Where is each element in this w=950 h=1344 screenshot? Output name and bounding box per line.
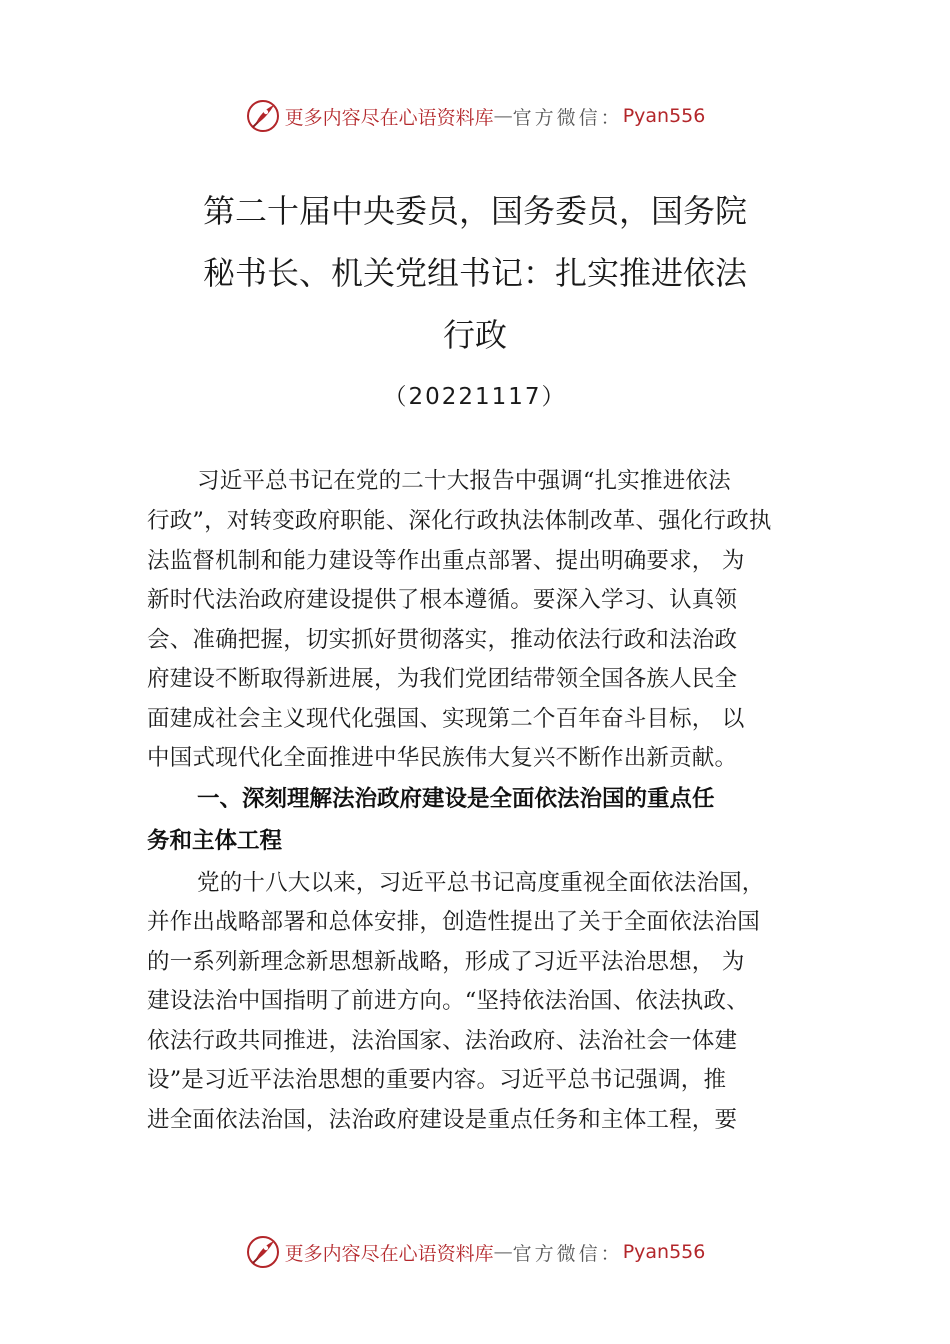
watermark-banner-bottom [0,1232,950,1272]
paragraph-line: 行政”，对转变政府职能、深化行政执法体制改革、强化行政执 [147,508,772,534]
document-title [150,180,800,366]
paragraph-line: 习近平总书记在党的二十大报告中强调“扎实推进依法 [197,468,731,494]
paragraph-line: 党的十八大以来，习近平总书记高度重视全面依法治国， [197,870,765,896]
quill-logo-icon [245,98,281,134]
paragraph-line: 建设法治中国指明了前进方向。“坚持依法治国、依法执政、 [147,988,749,1014]
watermark-prefix: 更多内容尽在心语资料库 [284,1242,494,1265]
watermark-label: 官方微信： [512,106,623,129]
paragraph-line: 进全面依法治国，法治政府建设是重点任务和主体工程，要 [147,1107,738,1133]
watermark-banner-top [0,96,950,136]
document-date: （20221117） [383,384,567,410]
watermark-account: Pyan556 [622,105,706,127]
paragraph-line: 中国式现代化全面推进中华民族伟大复兴不断作出新贡献。 [147,745,738,771]
watermark-prefix: 更多内容尽在心语资料库 [284,106,494,129]
watermark-account: Pyan556 [622,1241,706,1263]
watermark-separator: — [493,105,513,127]
paragraph-line: 设”是习近平法治思想的重要内容。习近平总书记强调，推 [147,1067,727,1093]
quill-logo-icon [245,1234,281,1270]
heading-line: 一、深刻理解法治政府建设是全面依法治国的重点任 [197,786,715,812]
paragraph-line: 面建成社会主义现代化强国、实现第二个百年奋斗目标， 以 [147,706,745,732]
paragraph-line: 并作出战略部署和总体安排，创造性提出了关于全面依法治国 [147,909,760,935]
watermark-label: 官方微信： [512,1242,623,1265]
title-line: 第二十届中央委员，国务委员，国务院 [202,192,747,230]
paragraph-line: 的一系列新理念新思想新战略，形成了习近平法治思想， 为 [147,949,745,975]
paragraph-line: 府建设不断取得新进展，为我们党团结带领全国各族人民全 [147,666,738,692]
paragraph-line: 法监督机制和能力建设等作出重点部署、提出明确要求， 为 [147,548,745,574]
paragraph-line: 会、准确把握，切实抓好贯彻落实，推动依法行政和法治政 [147,627,738,653]
paragraph-line: 依法行政共同推进，法治国家、法治政府、法治社会一体建 [147,1028,738,1054]
title-line: 秘书长、机关党组书记：扎实推进依法 [202,254,747,292]
watermark-separator: — [493,1241,513,1263]
paragraph-line: 新时代法治政府建设提供了根本遵循。要深入学习、认真领 [147,587,738,613]
title-line: 行政 [442,316,507,354]
heading-line: 务和主体工程 [147,828,283,854]
